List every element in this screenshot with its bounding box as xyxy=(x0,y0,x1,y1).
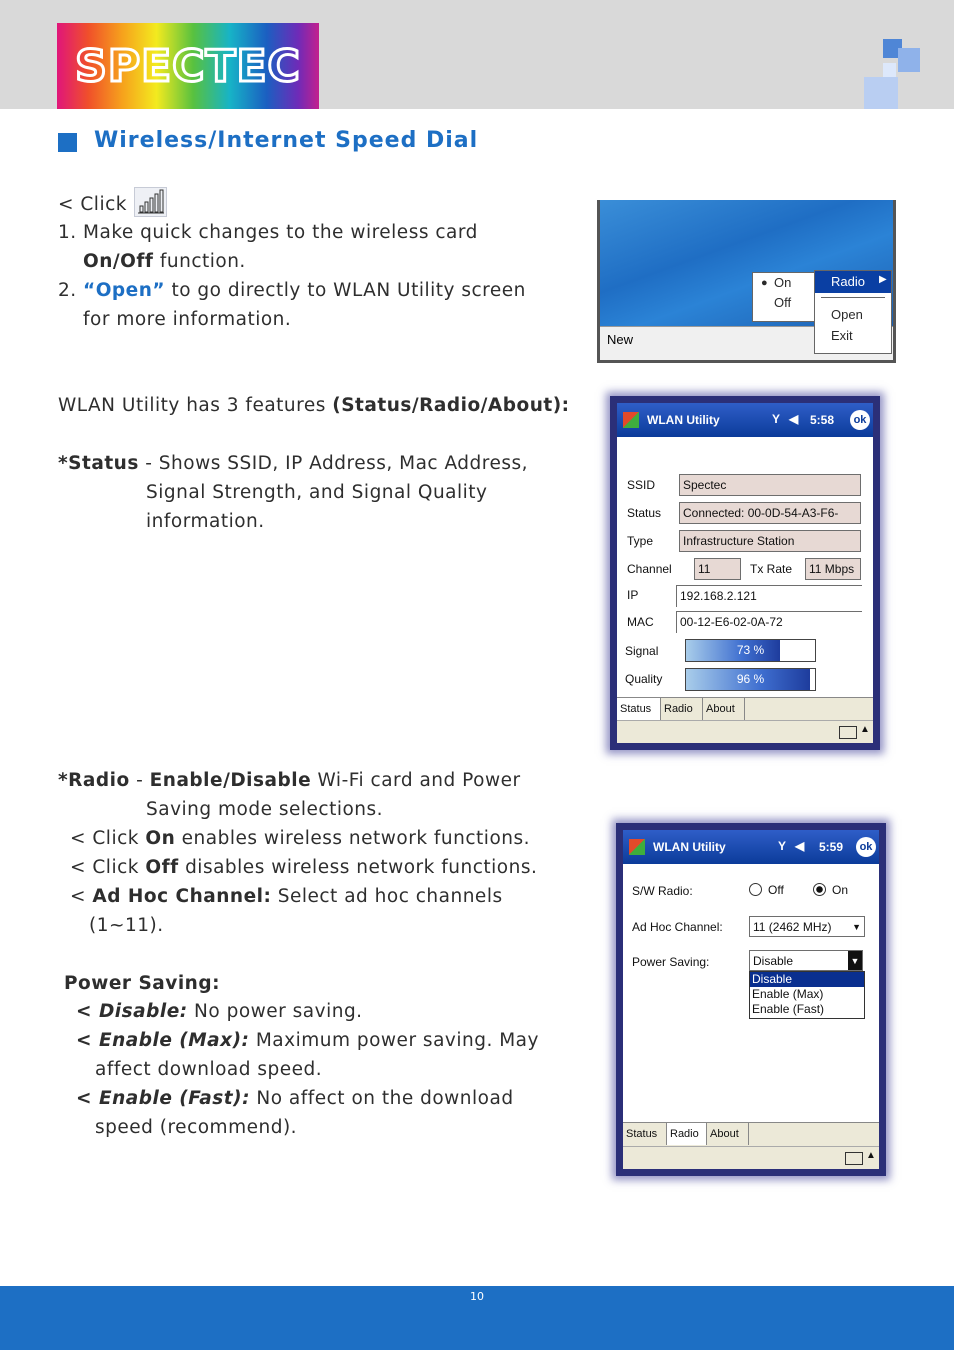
radio-menu xyxy=(814,270,892,354)
signal-bar-text: 73 % xyxy=(736,643,765,657)
section-bullet-icon xyxy=(58,133,77,152)
ip-field: 192.168.2.121 xyxy=(676,585,862,607)
ssid-field: Spectec xyxy=(679,474,861,496)
speaker-icon: ◀ xyxy=(795,839,805,853)
taskbar-new[interactable]: New xyxy=(607,332,634,347)
tab-status[interactable]: Status xyxy=(623,1123,667,1145)
menu-item-radio[interactable] xyxy=(815,271,891,293)
signal-bar xyxy=(685,639,816,662)
arrow-up-icon[interactable]: ▲ xyxy=(866,1150,876,1161)
keyboard-icon[interactable] xyxy=(845,1152,863,1165)
intro-item-1: 1. Make quick changes to the wireless card xyxy=(58,222,478,243)
txrate-field: 11 Mbps xyxy=(805,558,861,580)
tab-about[interactable]: About xyxy=(703,698,745,720)
txrate-label: Tx Rate xyxy=(750,562,793,576)
status-label: Status xyxy=(627,506,662,520)
power-saving-option[interactable]: Enable (Fast) xyxy=(752,1002,825,1016)
tab-bar xyxy=(617,697,873,720)
menu-item-open[interactable]: Open xyxy=(831,307,863,322)
power-saving-label: Power Saving: xyxy=(632,955,710,969)
status-description-line2: Signal Strength, and Signal Quality xyxy=(146,482,488,503)
radio-off-button[interactable] xyxy=(749,883,762,896)
power-saving-option[interactable]: Enable (Max) xyxy=(752,987,824,1001)
tab-bar xyxy=(623,1122,879,1145)
status-field: Connected: 00-0D-54-A3-F6- xyxy=(679,502,861,524)
page-number: 10 xyxy=(470,1290,484,1303)
command-bar xyxy=(617,720,873,743)
windows-start-icon[interactable] xyxy=(623,412,639,428)
sw-radio-label: S/W Radio: xyxy=(632,884,693,898)
power-saving-value: Disable xyxy=(753,954,794,968)
features-line: WLAN Utility has 3 features (Status/Radio/About): xyxy=(58,395,570,416)
radio-on-label: On xyxy=(832,883,849,897)
status-content xyxy=(617,437,873,697)
intro-item-2-line2: for more information. xyxy=(83,309,292,330)
bullet-icon: ● xyxy=(761,277,768,289)
radio-on-line: < Click On enables wireless network functions. xyxy=(70,828,531,849)
signal-status-icon: Y xyxy=(778,839,787,853)
power-saving-title: Power Saving: xyxy=(64,973,220,994)
speaker-icon: ◀ xyxy=(789,412,799,426)
mac-field: 00-12-E6-02-0A-72 xyxy=(676,611,862,633)
screenshot-radio-tab xyxy=(616,823,886,1176)
power-saving-max: < Enable (Max): Maximum power saving. May xyxy=(76,1030,539,1051)
adhoc-select[interactable] xyxy=(749,916,865,937)
power-saving-option[interactable]: Disable xyxy=(750,972,864,987)
ip-label: IP xyxy=(627,588,639,602)
status-description-line3: information. xyxy=(146,511,265,532)
mac-label: MAC xyxy=(627,615,654,629)
titlebar xyxy=(617,403,873,437)
status-screen xyxy=(617,403,873,743)
menu-divider xyxy=(821,297,885,298)
app-title: WLAN Utility xyxy=(647,413,720,427)
signal-strength-icon xyxy=(134,187,167,217)
clock: 5:59 xyxy=(819,840,844,854)
command-bar xyxy=(623,1146,879,1169)
radio-description: *Radio - Enable/Disable Wi-Fi card and Power xyxy=(58,770,521,791)
quality-bar xyxy=(685,668,816,691)
click-instruction: < Click xyxy=(58,194,127,215)
status-description: *Status - Shows SSID, IP Address, Mac Address, xyxy=(58,453,529,474)
signal-status-icon: Y xyxy=(772,412,781,426)
spectec-logo xyxy=(57,23,319,109)
screenshot-speed-dial-menu xyxy=(597,200,896,363)
radio-description-line2: Saving mode selections. xyxy=(146,799,384,820)
adhoc-value: 11 (2462 MHz) xyxy=(753,920,832,934)
logo-text: SPECTEC xyxy=(75,40,301,92)
adhoc-label: Ad Hoc Channel: xyxy=(632,920,723,934)
intro-item-2: 2. “Open” to go directly to WLAN Utility screen xyxy=(58,280,526,301)
tab-status[interactable]: Status xyxy=(617,698,661,720)
channel-field: 11 xyxy=(694,558,741,580)
screenshot-status-tab xyxy=(610,396,880,750)
keyboard-icon[interactable] xyxy=(839,726,857,739)
radio-off-label: Off xyxy=(768,883,784,897)
radio-content xyxy=(623,864,879,1122)
clock: 5:58 xyxy=(810,413,835,427)
chevron-down-icon: ▼ xyxy=(848,951,862,970)
power-saving-dropdown xyxy=(749,971,865,1019)
ok-button[interactable]: ok xyxy=(856,837,876,857)
quality-label: Quality xyxy=(625,672,663,686)
tab-radio[interactable]: Radio xyxy=(667,1123,707,1145)
windows-start-icon[interactable] xyxy=(629,839,645,855)
type-label: Type xyxy=(627,534,654,548)
menu-item-off[interactable]: Off xyxy=(774,295,792,310)
radio-off-line: < Click Off disables wireless network functions. xyxy=(70,857,538,878)
ok-button[interactable]: ok xyxy=(850,410,870,430)
quality-bar-text: 96 % xyxy=(736,672,765,686)
section-title: Wireless/Internet Speed Dial xyxy=(94,128,479,153)
signal-label: Signal xyxy=(625,644,659,658)
ssid-label: SSID xyxy=(627,478,656,492)
menu-item-radio-label: Radio xyxy=(831,274,865,289)
tab-about[interactable]: About xyxy=(707,1123,749,1145)
menu-item-on[interactable]: On xyxy=(774,275,792,290)
app-title: WLAN Utility xyxy=(653,840,726,854)
decor-square xyxy=(864,77,898,109)
menu-item-exit[interactable]: Exit xyxy=(831,328,853,343)
power-saving-fast-line2: speed (recommend). xyxy=(95,1117,298,1138)
type-field: Infrastructure Station xyxy=(679,530,861,552)
arrow-up-icon[interactable]: ▲ xyxy=(860,724,870,735)
radio-adhoc-line2: (1~11). xyxy=(89,915,164,936)
channel-label: Channel xyxy=(627,562,672,576)
power-saving-select[interactable] xyxy=(749,950,863,971)
tab-radio[interactable]: Radio xyxy=(661,698,703,720)
power-saving-fast: < Enable (Fast): No affect on the download xyxy=(76,1088,514,1109)
radio-screen xyxy=(623,830,879,1169)
power-saving-max-line2: affect download speed. xyxy=(95,1059,323,1080)
intro-item-1-line2: On/Off function. xyxy=(83,251,246,272)
chevron-right-icon: ▶ xyxy=(879,274,887,285)
on-off-menu xyxy=(752,272,816,322)
radio-adhoc-line: < Ad Hoc Channel: Select ad hoc channels xyxy=(70,886,503,907)
chevron-down-icon: ▼ xyxy=(852,922,861,932)
power-saving-disable: < Disable: No power saving. xyxy=(76,1001,363,1022)
radio-on-button[interactable] xyxy=(813,883,826,896)
titlebar xyxy=(623,830,879,864)
decor-square xyxy=(898,48,920,72)
